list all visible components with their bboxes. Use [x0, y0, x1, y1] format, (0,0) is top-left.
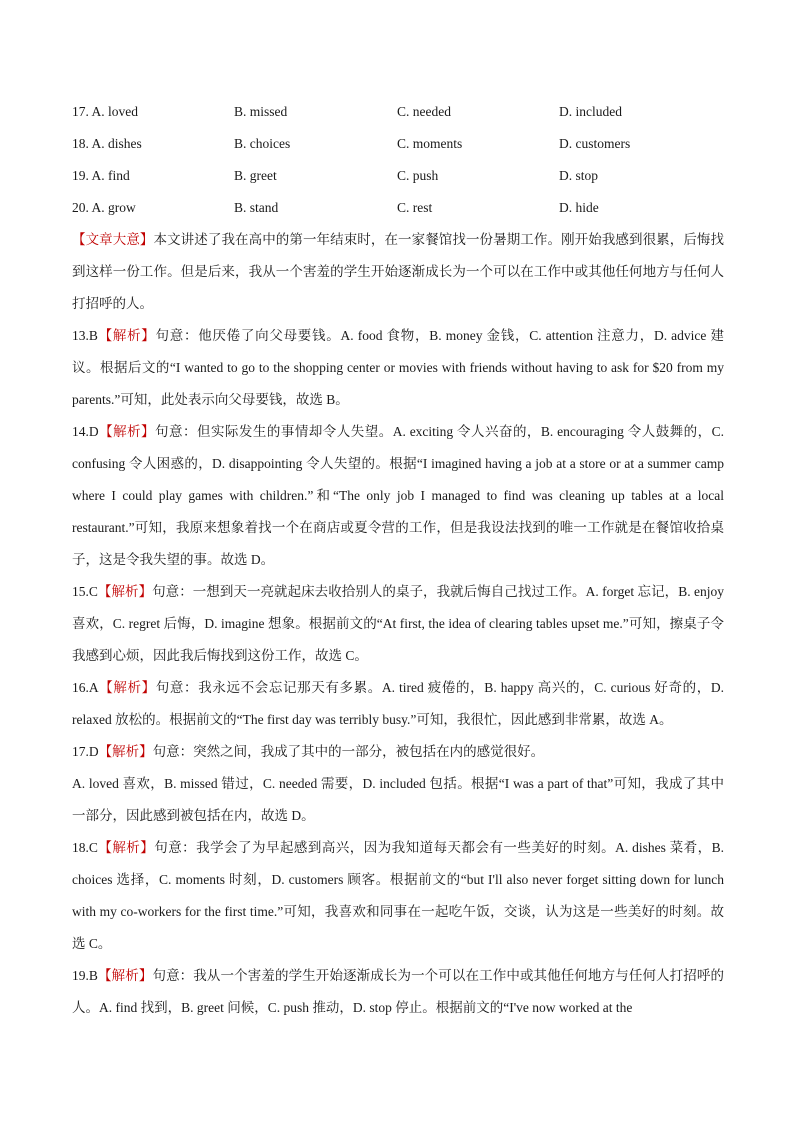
analysis-text: 句意：我学会了为早起感到高兴，因为我知道每天都会有一些美好的时刻。A. dishes 菜肴，B. choices 选择，C. moments 时刻，D. customers 顾客。根据前文的“but I'll also never forget sitting down for lunch with my co-workers for the first time.”可知，我喜欢和同事在一起吃午饭，交谈，认为这是一些美好的时刻。故选 C。 — [72, 840, 724, 951]
option-d: D. included — [559, 104, 622, 119]
answer-number: 15.C — [72, 584, 98, 599]
article-summary — [72, 224, 724, 320]
option-d: D. customers — [559, 136, 631, 151]
option-d: D. hide — [559, 200, 599, 215]
analysis-19 — [72, 960, 724, 1024]
analysis-17-continued — [72, 768, 724, 832]
option-c: C. push — [397, 168, 439, 183]
analysis-15 — [72, 576, 724, 672]
option-row-19 — [72, 160, 724, 192]
option-row-20 — [72, 192, 724, 224]
option-d: D. stop — [559, 168, 599, 183]
option-row-17 — [72, 96, 724, 128]
analysis-tag: 【解析】 — [98, 424, 156, 439]
option-b: B. stand — [234, 200, 279, 215]
answer-number: 17.D — [72, 744, 99, 759]
analysis-tag: 【解析】 — [97, 968, 153, 983]
option-c: C. needed — [397, 104, 451, 119]
answer-number: 13.B — [72, 328, 98, 343]
analysis-text: 句意：我永远不会忘记那天有多累。A. tired 疲倦的，B. happy 高兴的，C. curious 好奇的，D. relaxed 放松的。根据前文的“The first day was terribly busy.”可知，我很忙，因此感到非常累，故选 A。 — [72, 680, 725, 727]
analysis-text: 句意：突然之间，我成了其中的一部分，被包括在内的感觉很好。 — [152, 744, 545, 759]
document-page — [72, 96, 724, 1024]
analysis-14 — [72, 416, 724, 576]
option-c: C. rest — [397, 200, 433, 215]
answer-number: 16.A — [72, 680, 99, 695]
options-table — [72, 96, 724, 224]
option-a: 20. A. grow — [72, 200, 136, 215]
summary-text: 本文讲述了我在高中的第一年结束时，在一家餐馆找一份暑期工作。刚开始我感到很累，后悔找到这样一份工作。但是后来，我从一个害羞的学生开始逐渐成长为一个可以在工作中或其他任何地方与任何人打招呼的人。 — [72, 232, 725, 311]
analysis-text: A. loved 喜欢，B. missed 错过，C. needed 需要，D. included 包括。根据“I was a part of that”可知，我成了其中一部分，因此感到被包括在内，故选 D。 — [72, 776, 724, 823]
option-row-18 — [72, 128, 724, 160]
analysis-tag: 【解析】 — [97, 840, 155, 855]
option-b: B. choices — [234, 136, 291, 151]
option-a: 17. A. loved — [72, 104, 138, 119]
analysis-16 — [72, 672, 724, 736]
analysis-text: 句意：一想到天一亮就起床去收拾别人的桌子，我就后悔自己找过工作。A. forget 忘记，B. enjoy 喜欢，C. regret 后悔，D. imagine 想象。根据前文的“At first, the idea of clearing tables upset me.”可知，擦桌子令我感到心烦，因此我后悔找到这份工作，故选 C。 — [72, 584, 724, 663]
analysis-13 — [72, 320, 724, 416]
option-a: 18. A. dishes — [72, 136, 142, 151]
option-c: C. moments — [397, 136, 463, 151]
analysis-tag: 【解析】 — [97, 328, 156, 343]
analysis-text: 句意：我从一个害羞的学生开始逐渐成长为一个可以在工作中或其他任何地方与任何人打招呼的人。A. find 找到，B. greet 问候，C. push 推动，D. stop 停止。根据前文的“I've now worked at the — [72, 968, 725, 1015]
analysis-tag: 【解析】 — [98, 680, 156, 695]
option-b: B. greet — [234, 168, 277, 183]
analysis-text: 句意：他厌倦了向父母要钱。A. food 食物，B. money 金钱，C. attention 注意力，D. advice 建议。根据后文的“I wanted to go to the shopping center or movies with friends without having to ask for $20 from my parents.”可知，此处表示向父母要钱，故选 B。 — [72, 328, 724, 407]
option-a: 19. A. find — [72, 168, 130, 183]
answer-number: 19.B — [72, 968, 98, 983]
option-b: B. missed — [234, 104, 288, 119]
answer-number: 18.C — [72, 840, 98, 855]
analysis-tag: 【解析】 — [97, 584, 153, 599]
analysis-tag: 【解析】 — [98, 744, 153, 759]
analysis-text: 句意：但实际发生的事情却令人失望。A. exciting 令人兴奋的，B. encouraging 令人鼓舞的，C. confusing 令人困惑的，D. disappointing 令人失望的。根据“I imagined having a job at a store or at a summer camp where I could play games with children.”和“The only job I managed to find was cleaning up tables at a local restaurant.”可知，我原来想象着找一个在商店或夏令营的工作，但是我设法找到的唯一工作就是在餐馆收拾桌子，这是令我失望的事。故选 D。 — [72, 424, 724, 567]
analysis-17 — [72, 736, 724, 768]
summary-tag: 【文章大意】 — [72, 232, 154, 247]
answer-number: 14.D — [72, 424, 99, 439]
analysis-18 — [72, 832, 724, 960]
